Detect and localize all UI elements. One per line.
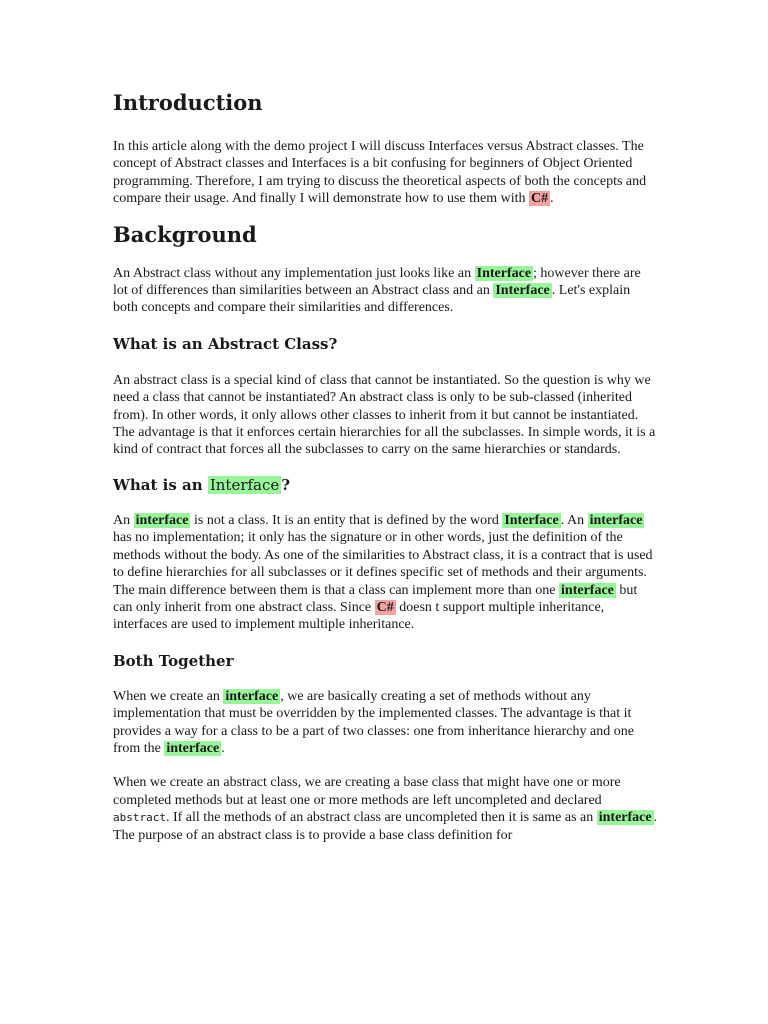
keyword-interface: interface [598, 810, 652, 826]
code-abstract: abstract [113, 811, 166, 825]
text-run: In this article along with the demo project I will discuss Interfaces versus Abstract classes. The concept of Abstract classes and Interfaces is a bit confusing for beginners of Object Oriented programming. Therefore, I am trying to discuss the theoretical aspects of both the concepts and compare their usage. And finally I will demonstrate how to use them with [113, 139, 647, 207]
keyword-interface: interface [135, 512, 189, 528]
text-run: An [113, 512, 134, 528]
keyword-interface: interface [561, 582, 614, 598]
interface-paragraph [113, 512, 658, 634]
both-together-paragraph-2 [113, 774, 658, 844]
abstract-class-paragraph: An abstract class is a special kind of class that cannot be instantiated. So the question is why we need a class that cannot be instantiated? An abstract class is only to be sub-classed (inherited from). In other words, it only allows other classes to inherit from it but cannot be instantiated. The advantage is that it enforces certain hierarchies for all the subclasses. In simple words, it is a kind of contract that forces all the subclasses to carry on the same hierarchies or standards. [113, 372, 656, 458]
text-run: ; however there are lot of differences than similarities between an Abstract class and an [113, 265, 641, 299]
text-run: . Let's explain both concepts and compare their similarities and differences. [113, 283, 631, 316]
text-run: is not a class. It is an entity that is defined by the word [190, 512, 503, 528]
text-run: . An [560, 512, 588, 528]
text-run: doesn t support multiple inheritance, interfaces are used to implement multiple inheritance. [113, 599, 605, 633]
interface-heading [113, 475, 658, 495]
text-run: What is an [113, 475, 208, 494]
text-run: When we create an abstract class, we are creating a base class that might have one or more completed methods but at least one or more methods are left uncompleted and declared [113, 775, 621, 808]
both-together-heading: Both Together [113, 651, 234, 670]
text-run: . [550, 191, 554, 207]
background-paragraph [113, 265, 658, 317]
keyword-interface: interface [166, 740, 220, 756]
keyword-csharp: C# [531, 191, 549, 207]
introduction-heading: Introduction [113, 90, 263, 115]
keyword-interface: Interface [209, 475, 280, 494]
text-run: An Abstract class without any implementation just looks like an [113, 265, 475, 281]
text-run: , we are basically creating a set of methods without any implementation that must be overridden by the implemented classes. The advantage is that it provides a way for a class to be a part of two classes: one from inheritance hierarchy and one from the [113, 688, 634, 756]
background-heading: Background [113, 221, 257, 247]
text-run: . The purpose of an abstract class is to provide a base class definition for [113, 810, 658, 843]
introduction-paragraph [113, 138, 658, 208]
keyword-interface: interface [589, 512, 643, 528]
keyword-interface: Interface [476, 265, 532, 281]
text-run: ? [281, 475, 291, 494]
text-run: but can only inherit from one abstract class. Since [113, 582, 638, 615]
keyword-csharp: C# [376, 599, 394, 615]
both-together-paragraph-1 [113, 688, 658, 758]
keyword-interface: interface [225, 688, 279, 704]
keyword-interface: Interface [504, 512, 559, 528]
keyword-interface: Interface [495, 283, 550, 299]
text-run: . [221, 740, 225, 756]
text-run: . If all the methods of an abstract class are uncompleted then it is same as an [165, 810, 597, 826]
abstract-class-heading: What is an Abstract Class? [113, 334, 338, 353]
text-run: has no implementation; it only has the signature or in other words, just the definition of the methods without the body. As one of the similarities to Abstract class, it is a contract that is used to define hierarchies for all subclasses or it defines specific set of methods and their arguments. The main difference between them is that a class can implement more than one [113, 530, 653, 598]
text-run: When we create an [113, 688, 224, 704]
